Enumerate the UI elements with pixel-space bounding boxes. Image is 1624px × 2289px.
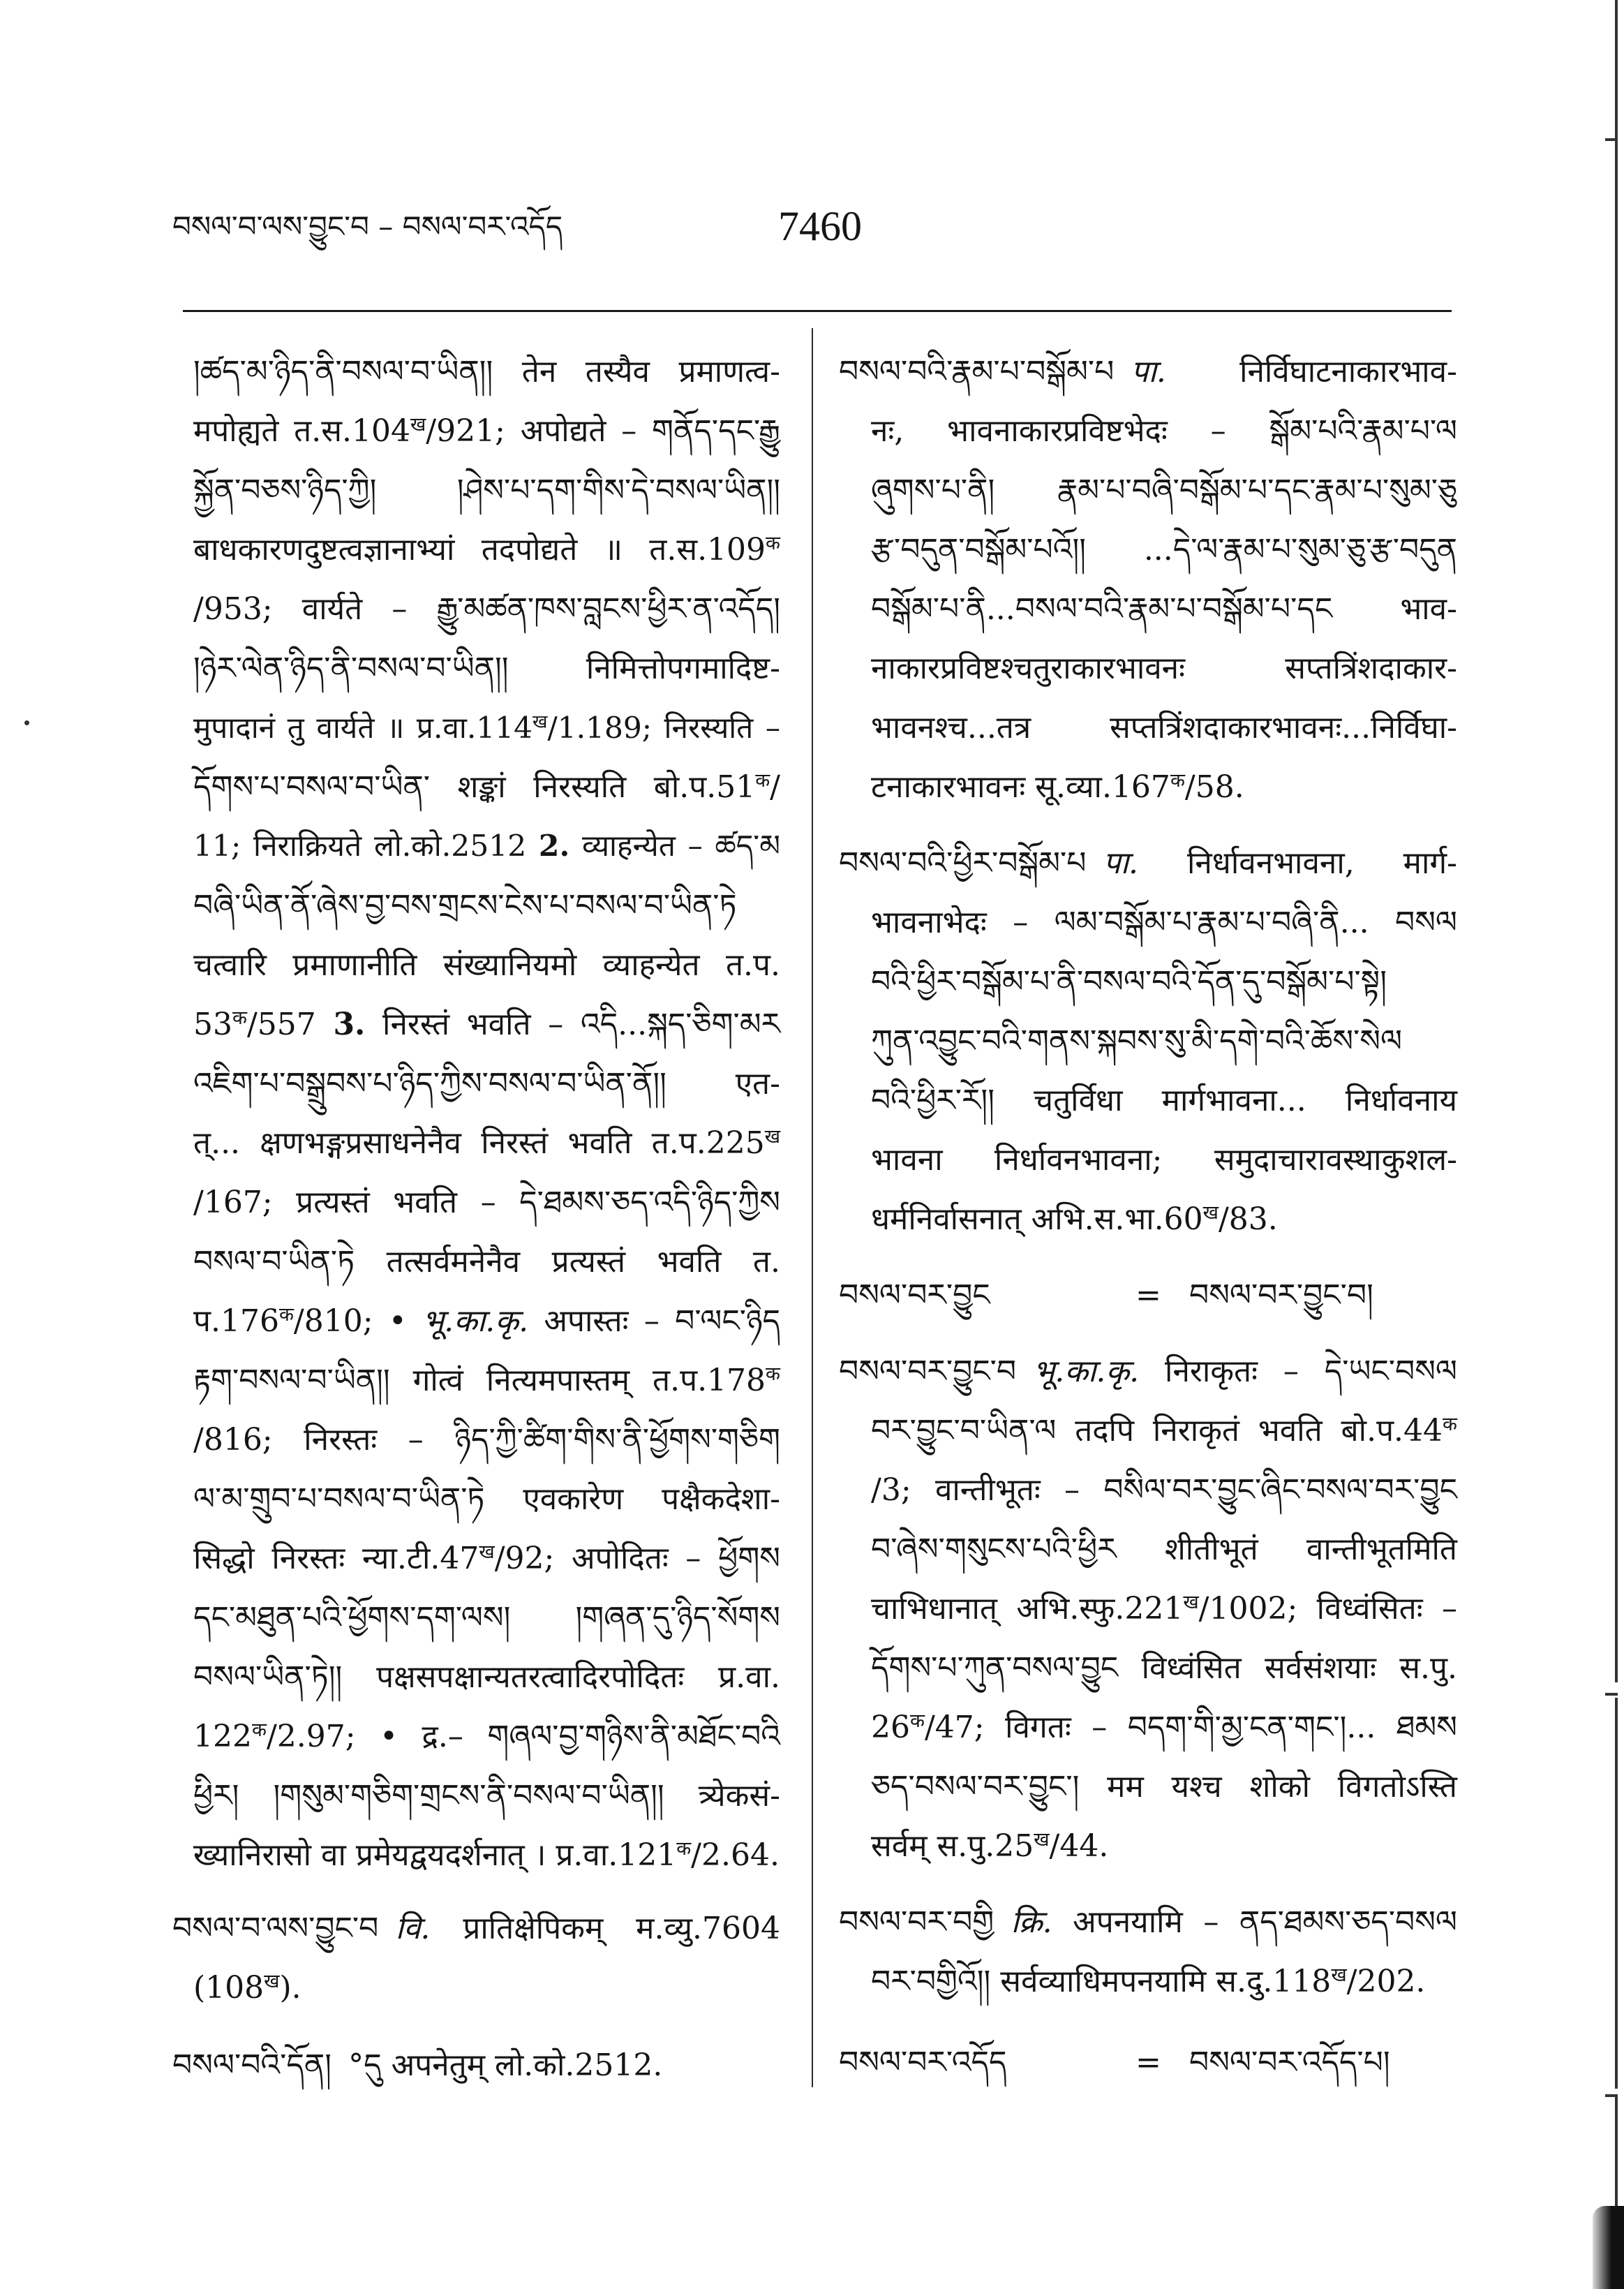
dictionary-entry	[839, 1342, 1457, 1876]
text-run: /921; अपोद्यते – གནོད་དང་རྒྱུ	[426, 413, 780, 449]
entry-line	[839, 1460, 1457, 1520]
cross-reference-entry	[839, 1266, 1457, 1325]
folio-side-superscript: ख	[479, 1541, 495, 1563]
text-run: དོགས་པ་བསལ་བ་ཡིན་ शङ्कां निरस्यति बो.प.51	[193, 769, 756, 805]
text-run: དོགས་པ་ཀུན་བསལ་བྱུང विध्वंसित सर्वसंशयाः स.पु.	[871, 1650, 1457, 1686]
grammar-abbreviation: भू.का.कृ.	[422, 1303, 529, 1339]
text-run: ཕྱིར། །གསུམ་གཅིག་གྲངས་ནི་བསལ་བ་ཡིན།། त्र्येकसं-	[193, 1778, 780, 1814]
entry-line	[839, 520, 1457, 579]
entry-line	[172, 817, 780, 876]
entry-line	[172, 1291, 780, 1351]
entry-line	[172, 1825, 780, 1885]
headword: བསལ་བར་བགྱི	[839, 1904, 994, 1940]
text-run: བསྒོམ་པ་ནི...བསལ་བའི་རྣམ་པ་བསྒོམ་པ་དང भाव-	[871, 591, 1457, 627]
grammar-abbreviation: भू.का.कृ.	[1033, 1354, 1140, 1389]
text-run: ख्यानिरासो वा प्रमेयद्वयदर्शनात् । प्र.वा.121	[193, 1837, 677, 1873]
text-run: བ་ཞེས་གསུངས་པའི་ཕྱིར शीतीभूतं वान्तीभूतमिति	[871, 1532, 1457, 1567]
entry-line	[172, 1707, 780, 1766]
running-head: བསལ་བ་ལས་བྱུང་བ – བསལ་བར་འདོད	[172, 209, 563, 244]
headword: བསལ་བའི་རྣམ་པ་བསྒོམ་པ	[839, 354, 1115, 390]
entry-line	[839, 1757, 1457, 1816]
continued-entry	[172, 342, 780, 1885]
entry-line	[172, 520, 780, 579]
entry-line	[172, 1469, 780, 1529]
entry-head-line	[839, 1342, 1457, 1401]
entry-head-line	[839, 342, 1457, 401]
dictionary-entry	[172, 1899, 780, 2017]
cross-reference-line	[839, 2033, 1457, 2092]
text-run: ཅད་བསལ་བར་བྱུང་། मम यश्च शोको विगतोऽस्ति	[871, 1769, 1457, 1805]
text-run: བསལ་ཡིན་ཏེ།། पक्षसपक्षान्यतरत्वादिरपोदितः प्र.वा.	[193, 1659, 780, 1695]
folio-side-superscript: ख	[1331, 1964, 1347, 1986]
text-run: नाकारप्रविष्टश्चतुराकारभावनः सप्तत्रिंशदाकार-	[871, 651, 1457, 686]
dictionary-entry	[172, 2036, 780, 2095]
entry-line	[839, 893, 1457, 952]
text-run: /1002; विध्वंसितः –	[1198, 1591, 1457, 1627]
entry-line	[172, 1173, 780, 1232]
text-run: टनाकारभावनः सू.व्या.167	[871, 769, 1170, 805]
entry-line	[172, 757, 780, 817]
text-run: /816; निरस्तः – ཉིད་ཀྱི་ཚིག་གིས་ནི་ཕྱོགས་གཅིག	[193, 1422, 780, 1458]
scan-edge-line	[1615, 1698, 1618, 2089]
entry-line	[839, 1190, 1457, 1249]
entry-line	[172, 1766, 780, 1825]
text-run: /44.	[1049, 1828, 1109, 1864]
text-run: /58.	[1184, 769, 1244, 805]
text-run: /953; वार्यते – རྒྱུ་མཚན་ཁས་བླངས་ཕྱིར་ན་འདོད།	[193, 591, 780, 627]
text-run: /3; वान्तीभूतः – བསིལ་བར་བྱུང་ཞིང་བསལ་བར་བྱུང	[871, 1472, 1457, 1508]
grammar-abbreviation: पा.	[1131, 354, 1166, 390]
scan-edge-tick	[1605, 138, 1618, 141]
text-run: चाभिधानात् अभि.स्फु.221	[871, 1591, 1184, 1627]
text-run: चत्वारि प्रमाणानीति संख्यानियमो व्याहन्येत त.प.	[193, 947, 780, 983]
entry-line	[839, 757, 1457, 817]
entry-line	[839, 1012, 1457, 1071]
right-column	[839, 342, 1457, 2092]
text-run: मुपादानं तु वार्यते ॥ प्र.वा.114	[193, 711, 532, 745]
entry-line	[839, 952, 1457, 1012]
text-run: /2.97; • द्र.– གཞལ་བྱ་གཉིས་ནི་མཐོང་བའི	[266, 1719, 780, 1754]
folio-side-superscript: क	[251, 1719, 267, 1741]
text-run: निर्विघाटनाकारभाव-	[1165, 354, 1457, 390]
text-run: །ཉེར་ལེན་ཉིད་ནི་བསལ་བ་ཡིན།། निमित्तोपगमादिष्ट-	[193, 651, 780, 686]
folio-side-superscript: ख	[532, 711, 548, 733]
text-run: /92; अपोदितः – ཕྱོགས	[494, 1541, 780, 1576]
entry-line	[839, 579, 1457, 639]
entry-line	[839, 1130, 1457, 1190]
entry-line	[839, 1071, 1457, 1130]
text-run: अपनयामि – ནད་ཐམས་ཅད་བསལ	[1052, 1904, 1457, 1940]
headword: བསལ་བའི་དོན།	[172, 2047, 331, 2083]
cross-reference-entry	[839, 2033, 1457, 2092]
text-run: धर्मनिर्वासनात् अभि.स.भा.60	[871, 1201, 1203, 1237]
headword: བསལ་བའི་ཕྱིར་བསྒོམ་པ	[839, 845, 1087, 881]
text-run: /557	[246, 1007, 334, 1042]
scan-edge-tick	[1605, 2094, 1618, 2097]
text-run: निर्धावनभावना, मार्ग-	[1138, 845, 1457, 881]
text-run: °དུ अपनेतुम् लो.को.2512.	[348, 2047, 663, 2083]
entry-line	[839, 1638, 1457, 1698]
text-run: सर्वम् स.पु.25	[871, 1828, 1034, 1864]
margin-speck	[24, 720, 29, 725]
headword: བསལ་བར་བྱུང་བ	[839, 1354, 1017, 1389]
text-run: ཞུགས་པ་ནི། རྣམ་པ་བཞི་བསྒོམ་པ་དང་རྣམ་པ་སུམ་ཅུ	[871, 473, 1457, 508]
text-run: मपोह्यते त.स.104	[193, 413, 410, 449]
text-run: बाधकारणदुष्टत्वज्ञानाभ्यां तदपोद्यते ॥ त.स.109	[193, 532, 766, 568]
text-run: ཀུན་འབྱུང་བའི་གནས་སྐབས་སུ་མི་དགེ་བའི་ཆོས་སེལ	[871, 1023, 1403, 1059]
text-run: 122	[193, 1719, 252, 1754]
entry-line	[172, 1588, 780, 1647]
text-run: अपास्तः – བ་ལང་ཉིད	[528, 1303, 780, 1339]
scan-edge-line	[1615, 0, 1618, 1682]
folio-side-superscript: क	[910, 1710, 925, 1732]
text-run: त्... क्षणभङ्गप्रसाधनेनैव निरस्तं भवति त.प.225	[193, 1125, 765, 1161]
text-run: प्रातिक्षेपिकम् म.व्यु.7604	[430, 1911, 780, 1946]
column-divider	[812, 328, 813, 2087]
text-run: भावनाभेदः – ལམ་བསྒོམ་པ་རྣམ་པ་བཞི་ནི... བསལ	[871, 905, 1457, 940]
entry-line	[172, 639, 780, 698]
sense-number: 3.	[333, 1007, 366, 1042]
text-run: 11; निराक्रियते लो.को.2512	[193, 829, 539, 864]
text-run: /	[770, 769, 780, 805]
dictionary-entry	[839, 834, 1457, 1249]
text-run: /2.64.	[691, 1837, 780, 1873]
scan-corner-shadow	[1593, 2206, 1624, 2289]
entry-line	[839, 1952, 1457, 2011]
text-run: भावनश्च...तत्र सप्तत्रिंशदाकारभावनः...निर्विघा-	[871, 710, 1457, 746]
text-run: /1.189; निरस्यति –	[547, 711, 780, 745]
text-run: नः, भावनाकारप्रविष्टभेदः – སྒོམ་པའི་རྣམ་པ་ལ	[871, 413, 1457, 449]
text-run: རྩ་བདུན་བསྒོམ་པའོ།། ...དེ་ལ་རྣམ་པ་སུམ་ཅུ་རྩ་བདུན	[871, 532, 1457, 568]
entry-line	[839, 401, 1457, 461]
folio-side-superscript: क	[676, 1838, 692, 1860]
left-column	[172, 342, 780, 2095]
folio-side-superscript: क	[232, 1007, 247, 1029]
text-run: བར་བྱུང་བ་ཡིན་ལ तदपि निराकृतं भवति बो.प.44	[871, 1413, 1443, 1449]
entry-line	[839, 461, 1457, 520]
text-run: (108	[193, 1970, 265, 2006]
cross-reference-target: བསལ་བར་འདོད་པ།	[1189, 2045, 1390, 2080]
entry-line	[172, 1054, 780, 1113]
entry-line	[839, 698, 1457, 757]
entry-line	[172, 935, 780, 995]
headword: བསལ་བར་བྱུང	[839, 1277, 990, 1313]
entry-line	[172, 876, 780, 935]
text-run: སྐྱོན་བཅས་ཉིད་ཀྱི། །ཤེས་པ་དག་གིས་དེ་བསལ་ཡིན།།	[193, 473, 780, 508]
text-run: /83.	[1218, 1201, 1278, 1237]
entry-line	[172, 1958, 780, 2017]
dictionary-entry	[839, 1892, 1457, 2011]
text-run: /47; विगतः – བདག་གི་མྱ་ངན་གང་།... ཐམས	[924, 1710, 1457, 1745]
grammar-abbreviation: पा.	[1103, 845, 1139, 881]
text-run: व्याहन्येत – ཚད་མ	[569, 829, 780, 864]
scan-edge-tick	[1605, 1693, 1618, 1696]
entry-head-line	[172, 2036, 780, 2095]
text-run: བའི་ཕྱིར་རོ།། चतुर्विधा मार्गभावना... निर्धावनाय	[871, 1083, 1457, 1118]
entry-line	[172, 995, 780, 1054]
entry-line	[839, 1816, 1457, 1876]
text-run: /202.	[1346, 1964, 1426, 1999]
folio-side-superscript: क	[766, 533, 780, 554]
entry-line	[839, 1520, 1457, 1579]
folio-side-superscript: ख	[764, 1126, 780, 1148]
grammar-abbreviation: क्रि.	[1011, 1904, 1052, 1940]
equals-sign: =	[1135, 2045, 1161, 2080]
entry-line	[172, 579, 780, 639]
entry-head-line	[172, 1899, 780, 1958]
headword: བསལ་བར་འདོད	[839, 2045, 1007, 2080]
text-run: ).	[279, 1970, 301, 2006]
text-run: བའི་ཕྱིར་བསྒོམ་པ་ནི་བསལ་བའི་དོན་དུ་བསྒོམ་པ་སྟེ།	[871, 964, 1387, 1000]
entry-line	[172, 1113, 780, 1173]
equals-sign: =	[1135, 1277, 1161, 1313]
entry-line	[172, 1647, 780, 1707]
entry-line	[839, 1401, 1457, 1460]
text-run: 53	[193, 1007, 232, 1042]
entry-line	[839, 1579, 1457, 1638]
cross-reference-target: བསལ་བར་བྱུང་བ།	[1189, 1277, 1373, 1313]
text-run: /167; प्रत्यस्तं भवति – དེ་ཐམས་ཅད་འདི་ཉིད་ཀྱིས	[193, 1185, 780, 1220]
entry-line	[172, 1351, 780, 1410]
entry-line	[172, 461, 780, 520]
text-run: དང་མཐུན་པའི་ཕྱོགས་དག་ལས། །གཞན་དུ་ཉིད་སོགས	[193, 1600, 780, 1636]
folio-side-superscript: क	[278, 1304, 294, 1326]
entry-line	[839, 1698, 1457, 1757]
entry-line	[839, 639, 1457, 698]
text-run: सिद्धो निरस्तः न्या.टी.47	[193, 1541, 479, 1576]
folio-side-superscript: ख	[1202, 1202, 1219, 1224]
folio-side-superscript: ख	[410, 414, 426, 436]
folio-side-superscript: ख	[264, 1971, 280, 1992]
entry-head-line	[839, 834, 1457, 893]
folio-side-superscript: क	[1170, 770, 1185, 792]
text-run: བར་བགྱིའོ།། सर्वव्याधिमपनयामि स.दु.118	[871, 1964, 1332, 1999]
entry-line	[172, 342, 780, 401]
sense-number: 2.	[538, 829, 570, 864]
text-run: བསལ་བ་ཡིན་ཏེ तत्सर्वमनेनैव प्रत्यस्तं भवति त.	[193, 1244, 780, 1280]
grammar-abbreviation: वि.	[395, 1911, 431, 1946]
text-run: /810; •	[293, 1303, 423, 1339]
folio-side-superscript: क	[1443, 1414, 1457, 1435]
text-run: प.176	[193, 1303, 279, 1339]
text-run: भावना निर्धावनभावना; समुदाचारावस्थाकुशल-	[871, 1142, 1457, 1178]
entry-line	[172, 1529, 780, 1588]
entry-line	[172, 1410, 780, 1469]
dictionary-entry	[839, 342, 1457, 817]
text-run: རྟག་བསལ་བ་ཡིན།། गोत्वं नित्यमपास्तम् त.प.178	[193, 1363, 766, 1398]
text-run: ལ་མ་གྲུབ་པ་བསལ་བ་ཡིན་ཏེ एवकारेण पक्षैकदेशा-	[193, 1481, 780, 1517]
folio-side-superscript: ख	[1183, 1592, 1199, 1613]
headword: བསལ་བ་ལས་བྱུང་བ	[172, 1911, 379, 1946]
text-run: བཞི་ཡིན་ནོ་ཞེས་བྱ་བས་གྲངས་ངེས་པ་བསལ་བ་ཡིན་ཏེ	[193, 888, 737, 924]
entry-line	[172, 1232, 780, 1291]
entry-head-line	[839, 1892, 1457, 1952]
entry-line	[172, 698, 780, 757]
folio-side-superscript: क	[755, 770, 770, 792]
text-run: འཇིག་པ་བསྒྲུབས་པ་ཉིད་ཀྱིས་བསལ་བ་ཡིན་ནོ།། एत-	[193, 1066, 780, 1102]
folio-side-superscript: ख	[1034, 1829, 1050, 1851]
folio-side-superscript: क	[766, 1363, 780, 1385]
text-run: །ཚད་མ་ཉིད་ནི་བསལ་བ་ཡིན།། तेन तस्यैव प्रमाणत्व-	[193, 354, 780, 390]
header-rule	[183, 310, 1452, 312]
text-run: निराकृतः – དེ་ཡང་བསལ	[1139, 1354, 1457, 1389]
cross-reference-line	[839, 1266, 1457, 1325]
page-number: 7460	[778, 203, 862, 249]
text-run: निरस्तं भवति – འདི...སྐད་ཅིག་མར	[365, 1007, 780, 1042]
text-run: 26	[871, 1710, 910, 1745]
entry-line	[172, 401, 780, 461]
